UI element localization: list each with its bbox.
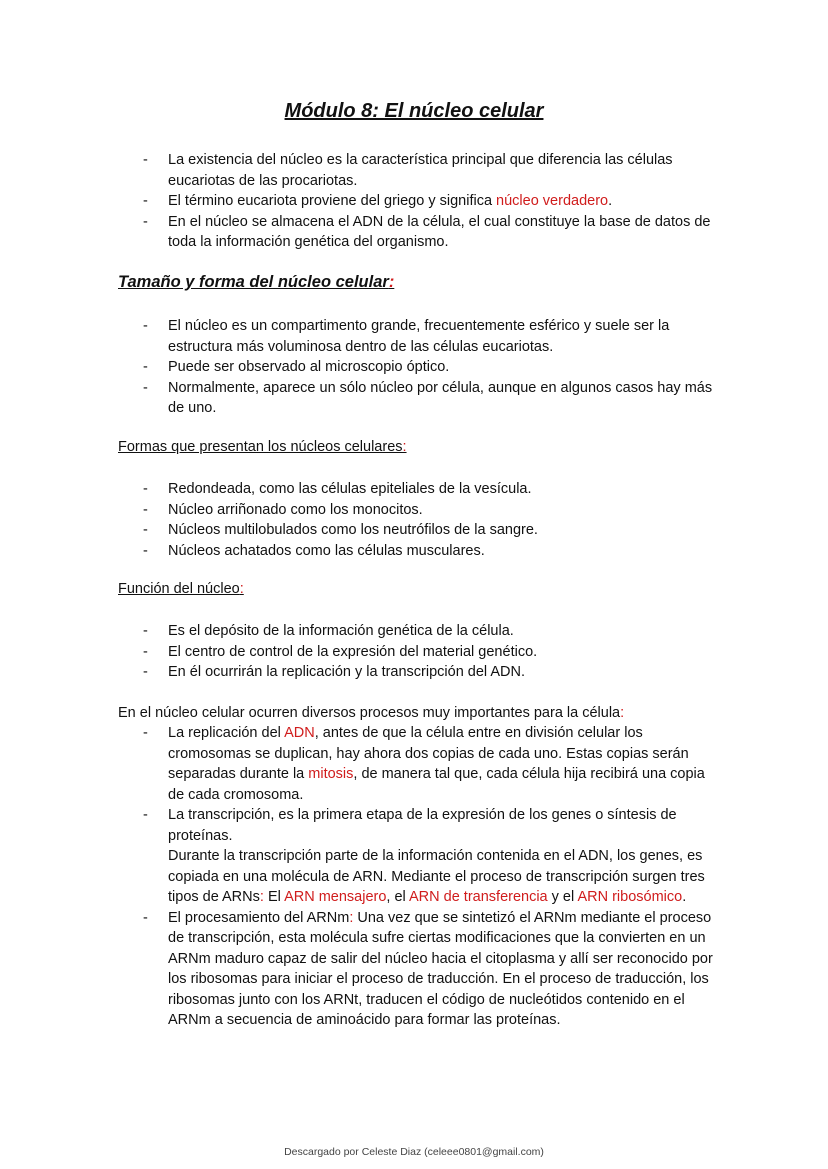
page-title: Módulo 8: El núcleo celular: [284, 100, 544, 122]
processes-list: [118, 723, 718, 1031]
highlight-term: mitosis: [308, 766, 354, 782]
highlight-term: ARN mensajero: [284, 889, 387, 905]
bullet-dash: -: [143, 542, 148, 559]
bullet-dash: -: [143, 725, 148, 741]
bullet-dash: -: [143, 379, 148, 396]
list-item: - El centro de control de la expresión del material genético.: [118, 642, 718, 663]
highlight-term: ADN: [284, 725, 315, 741]
section-heading-function: Función del núcleo:: [118, 581, 244, 597]
processes-intro: En el núcleo celular ocurren diversos procesos muy importantes para la célula:: [118, 705, 625, 721]
section-heading-size: Tamaño y forma del núcleo celular:: [118, 273, 395, 291]
bullet-dash: -: [143, 909, 148, 926]
intro-list: [118, 150, 718, 253]
list-item-processing: - El procesamiento del ARNm: Una vez que se sintetizó el ARNm mediante el proceso de transcripción, esta molécula sufre ciertas modificaciones que la convierten en un ARNm maduro capaz de salir del núcleo hacia el citoplasma y allí ser reconocido por los ribosomas para iniciar el proceso de traducción. En el proceso de traducción, los ribosomas junto con los ARNt, traducen el código de nucleótidos contenido en el ARNm a secuencia de aminoácido para formar las proteínas.: [143, 909, 713, 1028]
bullet-dash: -: [143, 152, 148, 168]
bullet-dash: -: [143, 501, 148, 518]
highlight-term: ARN ribosómico: [577, 889, 683, 905]
list-item: - El término eucariota proviene del griego y significa núcleo verdadero.: [118, 191, 718, 212]
highlight-term: núcleo verdadero: [496, 193, 609, 209]
list-item: - En el núcleo se almacena el ADN de la célula, el cual constituye la base de datos de toda la información genética del organismo.: [143, 213, 711, 250]
list-item: - Redondeada, como las células epiteliales de la vesícula.: [118, 479, 718, 500]
bullet-dash: -: [143, 623, 148, 639]
bullet-dash: -: [143, 522, 148, 538]
bullet-dash: -: [143, 193, 148, 209]
list-item: - Es el depósito de la información genética de la célula.: [118, 621, 718, 642]
forms-list: [118, 479, 718, 561]
list-item: - El núcleo es un compartimento grande, frecuentemente esférico y suele ser la estructura más voluminosa dentro de las células eucariotas.: [143, 318, 670, 355]
function-list: [118, 621, 718, 683]
section-heading-forms: Formas que presentan los núcleos celulares:: [118, 439, 407, 455]
list-item: - En él ocurrirán la replicación y la transcripción del ADN.: [118, 662, 718, 683]
bullet-dash: -: [143, 807, 148, 823]
list-item: - Puede ser observado al microscopio óptico.: [118, 357, 718, 378]
bullet-dash: -: [143, 318, 148, 334]
bullet-dash: -: [143, 643, 148, 660]
list-item: - Núcleos achatados como las células musculares.: [118, 541, 718, 562]
list-item: - La existencia del núcleo es la característica principal que diferencia las células eucariotas de las procariotas.: [143, 152, 673, 189]
highlight-term: ARN de transferencia: [409, 889, 548, 905]
list-item: - Núcleo arriñonado como los monocitos.: [118, 500, 718, 521]
download-footer: Descargado por Celeste Diaz (celeee0801@gmail.com): [284, 1146, 544, 1158]
bullet-dash: -: [143, 481, 148, 497]
size-list: [118, 316, 718, 419]
bullet-dash: -: [143, 213, 148, 230]
bullet-dash: -: [143, 664, 148, 680]
list-item: - Normalmente, aparece un sólo núcleo por célula, aunque en algunos casos hay más de uno.: [143, 379, 713, 416]
bullet-dash: -: [143, 359, 148, 375]
list-item-replication: - La replicación del ADN, antes de que la célula entre en división celular los cromosomas se duplican, hay ahora dos copias de cada uno. Estas copias serán separadas durante la mitosis, de manera tal que, cada célula hija recibirá una copia de cada cromosoma.: [143, 725, 705, 803]
list-item-transcription: - La transcripción, es la primera etapa de la expresión de los genes o síntesis de proteínas. Durante la transcripción parte de la información contenida en el ADN, los genes, es copiada en una molécula de ARN. Mediante el proceso de transcripción surgen tres tipos de ARNs: El ARN mensajero, el ARN de transferencia y el ARN ribosómico.: [143, 807, 705, 905]
list-item: - Núcleos multilobulados como los neutrófilos de la sangre.: [118, 520, 718, 541]
